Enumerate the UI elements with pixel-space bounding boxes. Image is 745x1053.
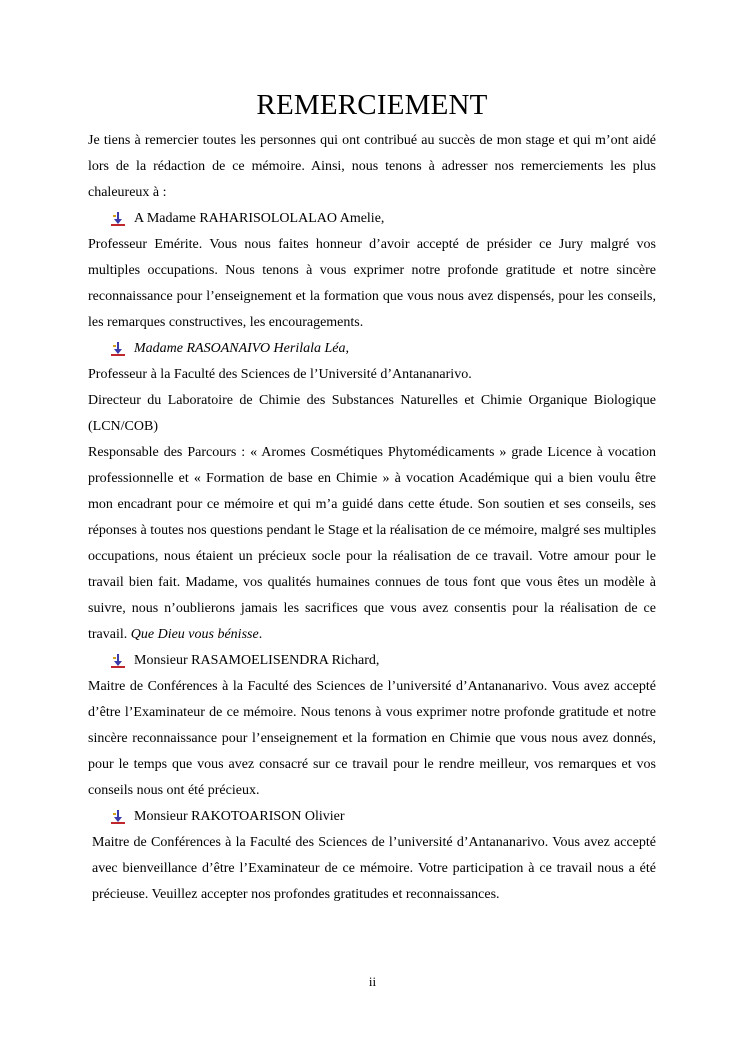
bullet-item-person3 — [88, 648, 656, 674]
person4-name: Monsieur RAKOTOARISON Olivier — [134, 809, 345, 824]
bullet-item-person2 — [88, 336, 656, 362]
person2-name: Madame RASOANAIVO Herilala Léa, — [134, 341, 349, 356]
person2-line2: Directeur du Laboratoire de Chimie des Substances Naturelles et Chimie Organique Biologique (LCN/COB) — [88, 393, 656, 434]
document-page — [88, 86, 656, 908]
person1-text: Professeur Emérite. Vous nous faites honneur d’avoir accepté de présider ce Jury malgré vos multiples occupations. Nous tenons à vous exprimer notre profonde gratitude et notre sincère reconnaissance pour l’enseignement et la formation que vous nous avez dispensés, pour les conseils, les remarques constructives, les encouragements. — [88, 237, 656, 330]
person2-body: Responsable des Parcours : « Aromes Cosmétiques Phytomédicaments » grade Licence à vocation professionnelle et « Formation de base en Chimie » à vocation Académique qui a bien voulu être mon encadrant pour ce mémoire et qui m’a guidé dans cette étude. Son soutien et ses conseils, ses réponses à toutes nos questions pendant le Stage et la réalisation de ce mémoire, malgré ses multiples occupations, nous étaient un précieux socle pour la réalisation de ce travail. Votre amour pour le travail bien fait. Madame, vos qualités humaines connues de tous font que vous êtes un modèle à suivre, nous n’oublierons jamais les sacrifices que vous avez consentis pour la réalisation de ce travail. — [88, 445, 657, 642]
person2-end: . — [258, 627, 263, 642]
person2-line1: Professeur à la Faculté des Sciences de l’Université d’Antananarivo. — [88, 367, 472, 382]
arrow-bullet-icon — [110, 653, 126, 669]
person3-text: Maitre de Conférences à la Faculté des Sciences de l’université d’Antananarivo. Vous avez accepté d’être l’Examinateur de ce mémoire. Nous tenons à vous exprimer notre profonde gratitude et notre sincère reconnaissance pour l’enseignement et la formation en Chimie que vous nous avez donnés, pour le temps que vous avez consacré sur ce travail pour le rendre meilleur, vos remarques et vos conseils nous ont été précieux. — [88, 679, 656, 798]
person1-name: A Madame RAHARISOLOLALAO Amelie, — [134, 211, 385, 226]
bullet-item-person1 — [88, 206, 656, 232]
arrow-bullet-icon — [110, 341, 126, 357]
bullet-item-person4 — [88, 804, 656, 830]
page-number: ii — [368, 974, 377, 989]
person4-text: Maitre de Conférences à la Faculté des Sciences de l’université d’Antananarivo. Vous avez accepté avec bienveillance d’être l’Examinateur de ce mémoire. Votre participation à ce travail nous a été précieuse. Veuillez accepter nos profondes gratitudes et reconnaissances. — [92, 835, 656, 902]
arrow-bullet-icon — [110, 211, 126, 227]
person3-name: Monsieur RASAMOELISENDRA Richard, — [134, 653, 380, 668]
person2-blessing: Que Dieu vous bénisse — [130, 627, 259, 642]
person2-text — [88, 440, 656, 648]
page-title: REMERCIEMENT — [256, 89, 488, 121]
arrow-bullet-icon — [110, 809, 126, 825]
intro-paragraph: Je tiens à remercier toutes les personnes qui ont contribué au succès de mon stage et qui m’ont aidé lors de la rédaction de ce mémoire. Ainsi, nous tenons à adresser nos remerciements les plus chaleureux à : — [88, 133, 656, 200]
